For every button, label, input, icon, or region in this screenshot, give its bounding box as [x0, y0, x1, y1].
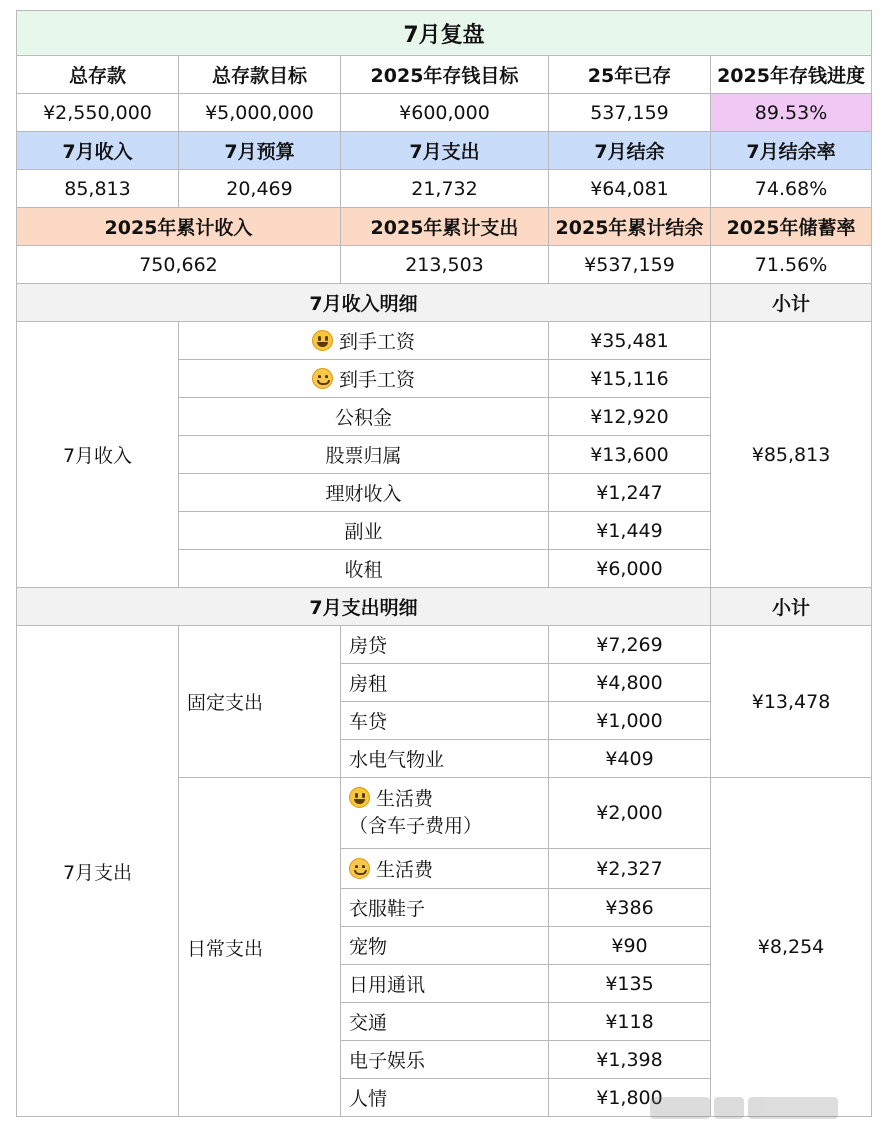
expense-group-label: 7月支出: [17, 626, 179, 1117]
income-item-amount: ¥15,116: [549, 360, 711, 398]
smiling-face-icon: [312, 368, 333, 389]
grinning-face-icon: [349, 787, 370, 808]
value-annual-balance: ¥537,159: [549, 246, 711, 284]
expense-item-label: 房租: [341, 664, 549, 702]
value-july-income: 85,813: [17, 170, 179, 208]
expense-item-label: 宠物: [341, 927, 549, 965]
expense-item-label: 生活费: [341, 849, 549, 889]
value-annual-expense: 213,503: [341, 246, 549, 284]
income-item-label: 副业: [179, 512, 549, 550]
income-item-label: 到手工资: [179, 322, 549, 360]
value-2025-goal: ¥600,000: [341, 94, 549, 132]
income-item-label: 公积金: [179, 398, 549, 436]
expense-item-amount: ¥1,398: [549, 1041, 711, 1079]
expense-item-label: 水电气物业: [341, 740, 549, 778]
smiling-face-icon: [349, 858, 370, 879]
expense-item-amount: ¥386: [549, 889, 711, 927]
expense-item-amount: ¥409: [549, 740, 711, 778]
grinning-face-icon: [312, 330, 333, 351]
daily-expense-label: 日常支出: [179, 778, 341, 1117]
expense-item-label: 交通: [341, 1003, 549, 1041]
income-item-label: 收租: [179, 550, 549, 588]
header-annual-expense: 2025年累计支出: [341, 208, 549, 246]
header-july-balance: 7月结余: [549, 132, 711, 170]
expense-item-amount: ¥1,800: [549, 1079, 711, 1117]
income-item-label: 股票归属: [179, 436, 549, 474]
income-item-amount: ¥6,000: [549, 550, 711, 588]
monthly-review-table: [16, 10, 872, 1117]
page-title: 7月复盘: [17, 11, 872, 56]
income-subtotal: ¥85,813: [711, 322, 872, 588]
expense-item-label: 车贷: [341, 702, 549, 740]
expense-item-amount: ¥2,327: [549, 849, 711, 889]
daily-expense-subtotal: ¥8,254: [711, 778, 872, 1117]
income-item-amount: ¥1,247: [549, 474, 711, 512]
header-july-expense: 7月支出: [341, 132, 549, 170]
income-group-label: 7月收入: [17, 322, 179, 588]
header-july-income: 7月收入: [17, 132, 179, 170]
value-july-expense: 21,732: [341, 170, 549, 208]
value-july-budget: 20,469: [179, 170, 341, 208]
expense-item-amount: ¥4,800: [549, 664, 711, 702]
header-savings-goal: 总存款目标: [179, 56, 341, 94]
value-total-savings: ¥2,550,000: [17, 94, 179, 132]
expense-item-label: 人情: [341, 1079, 549, 1117]
value-july-balance: ¥64,081: [549, 170, 711, 208]
value-savings-goal: ¥5,000,000: [179, 94, 341, 132]
watermark: [650, 1093, 865, 1123]
header-annual-saving-rate: 2025年储蓄率: [711, 208, 872, 246]
header-2025-progress: 2025年存钱进度: [711, 56, 872, 94]
expense-item-amount: ¥118: [549, 1003, 711, 1041]
income-item-amount: ¥12,920: [549, 398, 711, 436]
income-item-label: 到手工资: [179, 360, 549, 398]
expense-detail-title: 7月支出明细: [17, 588, 711, 626]
expense-item-label: 衣服鞋子: [341, 889, 549, 927]
expense-item-amount: ¥135: [549, 965, 711, 1003]
value-25-saved: 537,159: [549, 94, 711, 132]
fixed-expense-subtotal: ¥13,478: [711, 626, 872, 778]
value-annual-income: 750,662: [17, 246, 341, 284]
income-item-amount: ¥13,600: [549, 436, 711, 474]
header-annual-income: 2025年累计收入: [17, 208, 341, 246]
expense-subtotal-header: 小计: [711, 588, 872, 626]
income-item-amount: ¥1,449: [549, 512, 711, 550]
income-item-label: 理财收入: [179, 474, 549, 512]
value-2025-progress: 89.53%: [711, 94, 872, 132]
expense-item-amount: ¥1,000: [549, 702, 711, 740]
header-25-saved: 25年已存: [549, 56, 711, 94]
header-july-balance-rate: 7月结余率: [711, 132, 872, 170]
header-total-savings: 总存款: [17, 56, 179, 94]
expense-item-label: 日用通讯: [341, 965, 549, 1003]
header-2025-goal: 2025年存钱目标: [341, 56, 549, 94]
expense-item-label: 生活费 （含车子费用）: [341, 778, 549, 849]
expense-item-amount: ¥7,269: [549, 626, 711, 664]
income-detail-title: 7月收入明细: [17, 284, 711, 322]
income-item-amount: ¥35,481: [549, 322, 711, 360]
expense-item-label: 房贷: [341, 626, 549, 664]
value-july-balance-rate: 74.68%: [711, 170, 872, 208]
header-july-budget: 7月预算: [179, 132, 341, 170]
expense-item-amount: ¥90: [549, 927, 711, 965]
value-annual-saving-rate: 71.56%: [711, 246, 872, 284]
header-annual-balance: 2025年累计结余: [549, 208, 711, 246]
expense-item-label: 电子娱乐: [341, 1041, 549, 1079]
expense-item-amount: ¥2,000: [549, 778, 711, 849]
review-sheet: [16, 10, 871, 1117]
fixed-expense-label: 固定支出: [179, 626, 341, 778]
income-subtotal-header: 小计: [711, 284, 872, 322]
